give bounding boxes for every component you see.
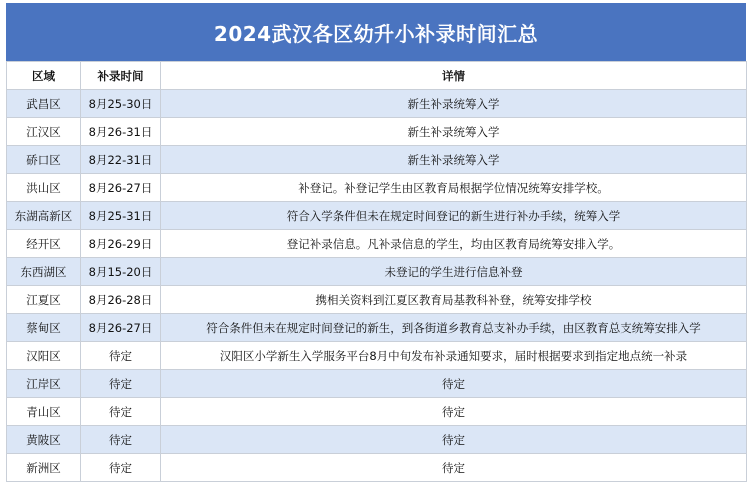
table-row <box>7 230 747 258</box>
region-cell: 江汉区 <box>7 118 81 146</box>
region-cell: 青山区 <box>7 398 81 426</box>
time-cell: 待定 <box>81 398 161 426</box>
region-cell: 东西湖区 <box>7 258 81 286</box>
detail-cell: 待定 <box>161 426 747 454</box>
time-cell: 8月22-31日 <box>81 146 161 174</box>
time-cell: 8月26-27日 <box>81 314 161 342</box>
table-row <box>7 342 747 370</box>
time-cell: 待定 <box>81 342 161 370</box>
enrollment-table <box>6 61 747 482</box>
time-column-header: 补录时间 <box>81 62 161 90</box>
detail-cell: 未登记的学生进行信息补登 <box>161 258 747 286</box>
page-title: 2024武汉各区幼升小补录时间汇总 <box>6 3 746 61</box>
detail-cell: 登记补录信息。凡补录信息的学生，均由区教育局统筹安排入学。 <box>161 230 747 258</box>
detail-cell: 补登记。补登记学生由区教育局根据学位情况统筹安排学校。 <box>161 174 747 202</box>
detail-column-header: 详情 <box>161 62 747 90</box>
region-cell: 黄陂区 <box>7 426 81 454</box>
region-cell: 硚口区 <box>7 146 81 174</box>
detail-cell: 符合入学条件但未在规定时间登记的新生进行补办手续，统筹入学 <box>161 202 747 230</box>
table-row <box>7 202 747 230</box>
detail-cell: 新生补录统筹入学 <box>161 90 747 118</box>
time-cell: 8月15-20日 <box>81 258 161 286</box>
detail-cell: 新生补录统筹入学 <box>161 146 747 174</box>
time-cell: 8月26-28日 <box>81 286 161 314</box>
region-cell: 经开区 <box>7 230 81 258</box>
detail-cell: 待定 <box>161 398 747 426</box>
detail-cell: 待定 <box>161 454 747 482</box>
table-row <box>7 258 747 286</box>
region-cell: 武昌区 <box>7 90 81 118</box>
region-cell: 江岸区 <box>7 370 81 398</box>
table-row <box>7 398 747 426</box>
detail-cell: 待定 <box>161 370 747 398</box>
region-cell: 新洲区 <box>7 454 81 482</box>
table-row <box>7 454 747 482</box>
time-cell: 待定 <box>81 370 161 398</box>
time-cell: 8月25-31日 <box>81 202 161 230</box>
region-column-header: 区域 <box>7 62 81 90</box>
table-body <box>7 90 747 482</box>
time-cell: 8月25-30日 <box>81 90 161 118</box>
region-cell: 东湖高新区 <box>7 202 81 230</box>
time-cell: 8月26-27日 <box>81 174 161 202</box>
table-row <box>7 90 747 118</box>
detail-cell: 符合条件但未在规定时间登记的新生，到各街道乡教育总支补办手续，由区教育总支统筹安排入学 <box>161 314 747 342</box>
region-cell: 洪山区 <box>7 174 81 202</box>
table-row <box>7 426 747 454</box>
time-cell: 8月26-29日 <box>81 230 161 258</box>
table-row <box>7 370 747 398</box>
time-cell: 待定 <box>81 426 161 454</box>
table-row <box>7 174 747 202</box>
region-cell: 汉阳区 <box>7 342 81 370</box>
region-cell: 蔡甸区 <box>7 314 81 342</box>
time-cell: 待定 <box>81 454 161 482</box>
detail-cell: 新生补录统筹入学 <box>161 118 747 146</box>
table-row <box>7 286 747 314</box>
detail-cell: 携相关资料到江夏区教育局基教科补登，统筹安排学校 <box>161 286 747 314</box>
table-header-row <box>7 62 747 90</box>
region-cell: 江夏区 <box>7 286 81 314</box>
time-cell: 8月26-31日 <box>81 118 161 146</box>
table-row <box>7 314 747 342</box>
detail-cell: 汉阳区小学新生入学服务平台8月中旬发布补录通知要求，届时根据要求到指定地点统一补录 <box>161 342 747 370</box>
table-row <box>7 146 747 174</box>
table-row <box>7 118 747 146</box>
